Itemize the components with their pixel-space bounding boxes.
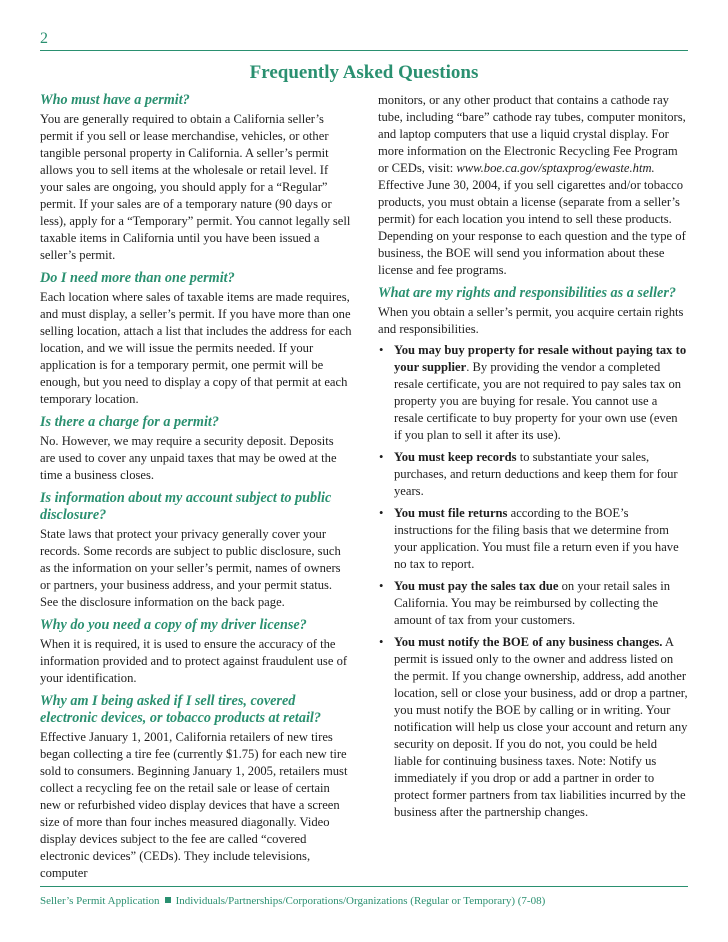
responsibilities-list — [378, 342, 688, 821]
list-item-heading: You must file returns — [394, 506, 508, 520]
bullet-icon: • — [379, 343, 384, 357]
page-title: Frequently Asked Questions — [249, 62, 479, 83]
continuation-text: Effective June 30, 2004, if you sell cigarettes and/or tobacco products, you must obtain a license (separate from a seller’s permit) for each location you intend to sell these products. Depending on your response to each question and the type of business, the BOE will send you information about these license and fee programs. — [378, 178, 686, 277]
square-separator-icon — [165, 897, 171, 903]
bottom-divider — [40, 886, 688, 887]
faq-question: Is information about my account subject to public disclosure? — [40, 490, 332, 523]
faq-question: Who must have a permit? — [40, 92, 190, 108]
list-item-heading: You must pay the sales tax due — [394, 579, 559, 593]
faq-answer: Each location where sales of taxable items are made requires, and must display, a seller’s permit. If you have more than one selling location, attach a list that includes the address for each location, and we will issue the permits needed. If your application is for a temporary permit, one permit will be enough, but you need to display a copy of that permit at each temporary location. — [40, 290, 352, 406]
faq-answer: Effective January 1, 2001, California retailers of new tires began collecting a tire fee (currently $1.75) for each new tire sold to consumers. Beginning January 1, 2005, retailers must collect a recycling fee on the retail sale or lease of certain new or refurbished video display devices that have a screen size of more than four inches measured diagonally. Video display devices subject to the fee are called “covered electronic devices” (CEDs). They include televisions, computer — [40, 730, 348, 880]
faq-answer: You are generally required to obtain a California seller’s permit if you sell or lease merchandise, vehicles, or other tangible personal property in California. A seller’s permit allows you to sell items at the wholesale or retail level. If your sales are ongoing, you should apply for a “Regular” permit. If your sales are of a temporary nature (90 days or less), apply for a “Temporary” permit. You cannot legally sell taxable items in California until you have been issued a seller’s permit. — [40, 112, 351, 262]
bullet-icon: • — [379, 506, 384, 520]
list-item — [378, 449, 688, 500]
list-item — [378, 634, 688, 821]
list-item — [378, 342, 688, 444]
footer-form-title: Seller’s Permit Application — [40, 895, 160, 907]
faq-answer: No. However, we may require a security deposit. Deposits are used to cover any unpaid taxes that may be owed at the time a business closes. — [40, 434, 337, 482]
faq-answer: State laws that protect your privacy generally cover your records. Some records are subject to public disclosure, such as the information on your seller’s permit, names of owners or partners, your business address, and your permit status. See the disclosure information on the back page. — [40, 527, 341, 609]
bullet-icon: • — [379, 579, 384, 593]
bullet-icon: • — [379, 450, 384, 464]
list-item-text: according to the BOE’s instructions for the filing basis that we determine from your application. You must file a return even if you have no tax to report. — [394, 506, 679, 571]
list-item-text: A permit is issued only to the owner and address listed on the permit. If you change ownership, address, add another location, sell or close your business, add or drop a partner, you must notify the BOE by calling or in writing. Your notification will help us close your account and return any security on deposit. If you do not, you could be held liable for continuing business taxes. Note: Notify us immediately if you drop or add a partner in order to protect former partners from tax liabilities incurred by the business after the partnership changes. — [394, 635, 688, 819]
faq-question: Why do you need a copy of my driver license? — [40, 617, 307, 633]
list-item-heading: You may buy property for resale without paying tax to your supplier — [394, 343, 687, 374]
continuation-text: monitors, or any other product that contains a cathode ray tube, including “bare” cathode ray tubes, computer monitors, and laptop computers that use a liquid crystal display. For more information on the Electronic Recycling Fee Program or CEDs, visit: — [378, 93, 686, 175]
ewaste-link[interactable]: www.boe.ca.gov/sptaxprog/ewaste.htm. — [456, 161, 655, 175]
faq-question: Do I need more than one permit? — [40, 270, 235, 286]
list-item — [378, 578, 688, 629]
faq-question: Is there a charge for a permit? — [40, 414, 219, 430]
list-item-text: . By providing the vendor a completed resale certificate, you are not required to pay sales tax on property you are buying for resale. You cannot use a resale certificate to buy property for your own use (even if you plan to sell it after its use). — [394, 360, 682, 442]
page-footer — [40, 895, 545, 907]
right-column — [378, 92, 688, 826]
faq-answer-continued — [378, 92, 688, 279]
faq-question: What are my rights and responsibilities as a seller? — [378, 285, 676, 301]
faq-answer: When you obtain a seller’s permit, you acquire certain rights and responsibilities. — [378, 305, 684, 336]
list-item-text: on your retail sales in California. You may be reimbursed by collecting the amount of tax from your customers. — [394, 579, 671, 627]
list-item-heading: You must notify the BOE of any business changes. — [394, 635, 663, 649]
faq-question: Why am I being asked if I sell tires, covered electronic devices, or tobacco products at retail? — [40, 693, 321, 726]
bullet-icon: • — [379, 635, 384, 649]
list-item-heading: You must keep records — [394, 450, 517, 464]
footer-form-subtitle: Individuals/Partnerships/Corporations/Organizations (Regular or Temporary) (7-08) — [175, 895, 546, 907]
page-number: 2 — [40, 30, 48, 47]
list-item-text: to substantiate your sales, purchases, and return deductions and keep them for four years. — [394, 450, 678, 498]
faq-answer: When it is required, it is used to ensure the accuracy of the information provided and to protect against fraudulent use of your identification. — [40, 637, 348, 685]
left-column — [40, 92, 352, 882]
list-item — [378, 505, 688, 573]
top-divider — [40, 50, 688, 51]
